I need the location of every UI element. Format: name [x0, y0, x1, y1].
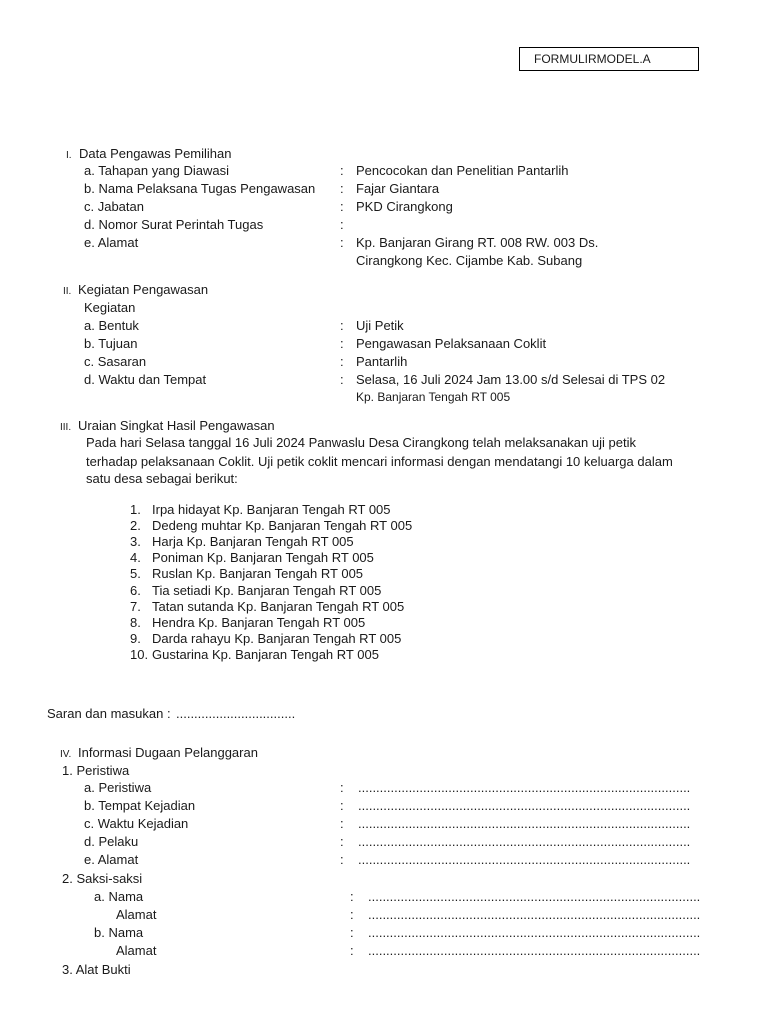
section1-label-d: d. Nomor Surat Perintah Tugas [84, 217, 264, 232]
peristiwa-label-a: a. Peristiwa [84, 780, 152, 795]
colon: : [340, 834, 344, 849]
list-item-number: 6. [130, 583, 141, 598]
colon: : [340, 336, 344, 351]
peristiwa-label-d: d. Pelaku [84, 834, 139, 849]
alat-bukti-title: 3. Alat Bukti [62, 962, 131, 977]
section1-title: Data Pengawas Pemilihan [79, 146, 232, 161]
peristiwa-dots: ............................................................................................ [358, 834, 691, 849]
section1-value-a: Pencocokan dan Penelitian Pantarlih [356, 163, 569, 178]
colon: : [350, 925, 354, 940]
section1-numeral: I. [66, 150, 72, 161]
colon: : [340, 163, 344, 178]
peristiwa-label-e: e. Alamat [84, 852, 139, 867]
colon: : [340, 780, 344, 795]
list-item: Hendra Kp. Banjaran Tengah RT 005 [152, 615, 366, 630]
saksi-dots: ............................................................................................ [368, 925, 701, 940]
section1-address-line2: Cirangkong Kec. Cijambe Kab. Subang [356, 253, 583, 268]
section3-paragraph-line3: satu desa sebagai berikut: [86, 471, 238, 486]
list-item: Poniman Kp. Banjaran Tengah RT 005 [152, 550, 374, 565]
colon: : [340, 798, 344, 813]
colon: : [350, 907, 354, 922]
colon: : [340, 372, 344, 387]
peristiwa-dots: ............................................................................................ [358, 780, 691, 795]
colon: : [340, 181, 344, 196]
list-item: Irpa hidayat Kp. Banjaran Tengah RT 005 [152, 502, 391, 517]
section2-value-b: Pengawasan Pelaksanaan Coklit [356, 336, 547, 351]
form-code-box: FORMULIRMODEL.A [519, 47, 699, 71]
list-item: Dedeng muhtar Kp. Banjaran Tengah RT 005 [152, 518, 413, 533]
list-item: Tatan sutanda Kp. Banjaran Tengah RT 005 [152, 599, 405, 614]
colon: : [340, 199, 344, 214]
section1-value-e: Kp. Banjaran Girang RT. 008 RW. 003 Ds. [356, 235, 599, 250]
section3-paragraph-line1: Pada hari Selasa tanggal 16 Juli 2024 Panwaslu Desa Cirangkong telah melaksanakan uji petik [86, 435, 636, 450]
section2-value-d: Selasa, 16 Juli 2024 Jam 13.00 s/d Selesai di TPS 02 [356, 372, 666, 387]
list-item-number: 3. [130, 534, 141, 549]
peristiwa-dots: ............................................................................................ [358, 798, 691, 813]
section2-numeral: II. [63, 286, 72, 297]
saksi-label-nama-b: b. Nama [94, 925, 144, 940]
section1-value-b: Fajar Giantara [356, 181, 440, 196]
saksi-dots: ............................................................................................ [368, 943, 701, 958]
section4-numeral: IV. [60, 749, 72, 760]
section2-value-c: Pantarlih [356, 354, 408, 369]
list-item: Harja Kp. Banjaran Tengah RT 005 [152, 534, 354, 549]
saran-dots: ................................. [176, 706, 296, 721]
section2-label-a: a. Bentuk [84, 318, 139, 333]
saksi-dots: ............................................................................................ [368, 907, 701, 922]
peristiwa-label-c: c. Waktu Kejadian [84, 816, 189, 831]
saksi-label-alamat-a: Alamat [116, 907, 157, 922]
peristiwa-label-b: b. Tempat Kejadian [84, 798, 196, 813]
list-item: Gustarina Kp. Banjaran Tengah RT 005 [152, 647, 379, 662]
list-item: Darda rahayu Kp. Banjaran Tengah RT 005 [152, 631, 402, 646]
section2-label-d: d. Waktu dan Tempat [84, 372, 207, 387]
saksi-label-nama-a: a. Nama [94, 889, 144, 904]
section2-place-line2: Kp. Banjaran Tengah RT 005 [356, 390, 511, 404]
section2-label-c: c. Sasaran [84, 354, 147, 369]
saran-label: Saran dan masukan : [47, 706, 171, 721]
colon: : [340, 852, 344, 867]
peristiwa-dots: ............................................................................................ [358, 816, 691, 831]
colon: : [340, 318, 344, 333]
section1-label-a: a. Tahapan yang Diawasi [84, 163, 230, 178]
section1-label-b: b. Nama Pelaksana Tugas Pengawasan [84, 181, 316, 196]
section3-title: Uraian Singkat Hasil Pengawasan [78, 418, 275, 433]
section3-numeral: III. [60, 422, 72, 433]
list-item-number: 7. [130, 599, 141, 614]
section1-label-c: c. Jabatan [84, 199, 144, 214]
list-item: Tia setiadi Kp. Banjaran Tengah RT 005 [152, 583, 382, 598]
colon: : [340, 354, 344, 369]
colon: : [340, 235, 344, 250]
colon: : [340, 217, 344, 232]
saksi-title: 2. Saksi-saksi [62, 871, 143, 886]
section4-title: Informasi Dugaan Pelanggaran [78, 745, 258, 760]
list-item-number: 2. [130, 518, 141, 533]
list-item-number: 9. [130, 631, 141, 646]
section3-paragraph-line2: terhadap pelaksanaan Coklit. Uji petik coklit mencari informasi dengan mendatangi 10 keluarga dalam [86, 454, 673, 469]
section2-title: Kegiatan Pengawasan [78, 282, 209, 297]
list-item-number: 4. [130, 550, 141, 565]
list-item-number: 1. [130, 502, 141, 517]
section1-value-c: PKD Cirangkong [356, 199, 453, 214]
colon: : [350, 943, 354, 958]
section1-label-e: e. Alamat [84, 235, 139, 250]
section2-value-a: Uji Petik [356, 318, 404, 333]
saksi-label-alamat-b: Alamat [116, 943, 157, 958]
list-item-number: 8. [130, 615, 141, 630]
section2-label-b: b. Tujuan [84, 336, 138, 351]
colon: : [350, 889, 354, 904]
list-item-number: 5. [130, 566, 141, 581]
list-item: Ruslan Kp. Banjaran Tengah RT 005 [152, 566, 364, 581]
peristiwa-dots: ............................................................................................ [358, 852, 691, 867]
saksi-dots: ............................................................................................ [368, 889, 701, 904]
section2-subtitle: Kegiatan [84, 300, 136, 315]
list-item-number: 10. [130, 647, 149, 662]
colon: : [340, 816, 344, 831]
peristiwa-title: 1. Peristiwa [62, 763, 130, 778]
